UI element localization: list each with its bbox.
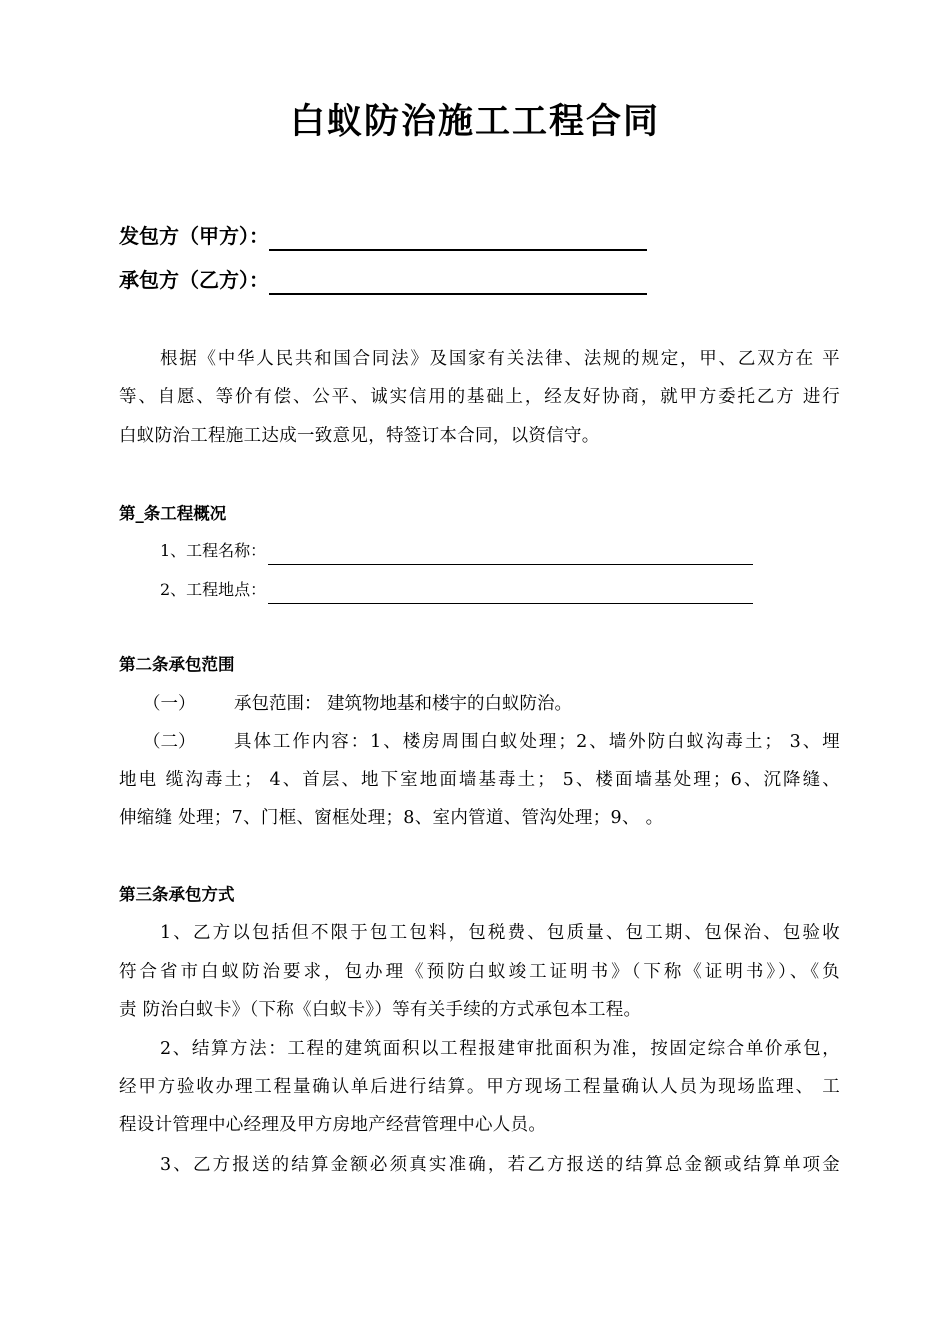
method-p1-line-1: 1、乙方以包括但不限于包工包料，包税费、包质量、包工期、包保治、包验收	[160, 923, 840, 943]
project-name-field	[160, 537, 753, 565]
party-b-label: 承包方（乙方）：	[119, 268, 269, 292]
scope-item-2-line-2: 地电 缆沟毒土； 4、首层、地下室地面墙基毒土； 5、楼面墙基处理；6、沉降缝、	[119, 770, 840, 790]
section-1-heading: 第_条工程概况	[119, 504, 227, 523]
preamble-line-3: 白蚁防治工程施工达成一致意见，特签订本合同，以资信守。	[119, 426, 600, 446]
method-p2-line-3: 程设计管理中心经理及甲方房地产经营管理中心人员。	[119, 1115, 547, 1135]
scope-item-1-number: （一）	[143, 694, 196, 714]
preamble-line-2: 等、自愿、等价有偿、公平、诚实信用的基础上，经友好协商，就甲方委托乙方 进行	[119, 387, 840, 407]
preamble-line-1: 根据《中华人民共和国合同法》及国家有关法律、法规的规定，甲、乙双方在 平	[160, 349, 840, 369]
method-p1-line-2: 符合省市白蚁防治要求，包办理《预防白蚁竣工证明书》（下称《证明书》）、《负	[119, 962, 840, 982]
party-a-blank-line	[269, 221, 647, 251]
scope-item-1-text: 承包范围： 建筑物地基和楼宇的白蚁防治。	[234, 694, 573, 714]
method-p2-line-2: 经甲方验收办理工程量确认单后进行结算。甲方现场工程量确认人员为现场监理、 工	[119, 1077, 840, 1097]
project-location-label: 2、工程地点：	[160, 580, 267, 599]
party-b-row	[119, 265, 647, 295]
project-location-field	[160, 576, 753, 604]
scope-item-2-line-3: 伸缩缝 处理；7、门框、窗框处理；8、室内管道、管沟处理；9、 。	[119, 808, 664, 828]
project-name-label: 1、工程名称：	[160, 541, 267, 560]
project-location-blank-line	[268, 583, 753, 604]
party-b-blank-line	[269, 265, 647, 295]
method-p3-line-1: 3、乙方报送的结算金额必须真实准确，若乙方报送的结算总金额或结算单项金	[160, 1155, 840, 1175]
scope-item-2-line-1: 具体工作内容：1、楼房周围白蚁处理；2、墙外防白蚁沟毒土； 3、埋	[234, 732, 840, 752]
section-2-heading: 第二条承包范围	[119, 655, 235, 674]
document-title: 白蚁防治施工工程合同	[289, 102, 660, 142]
method-p2-line-1: 2、结算方法：工程的建筑面积以工程报建审批面积为准，按固定综合单价承包，	[160, 1039, 840, 1059]
party-a-row	[119, 221, 647, 251]
party-a-label: 发包方（甲方）：	[119, 224, 269, 248]
project-name-blank-line	[268, 544, 753, 565]
section-3-heading: 第三条承包方式	[119, 885, 235, 904]
scope-item-2-number: （二）	[143, 732, 196, 752]
method-p1-line-3: 责 防治白蚁卡》（下称《白蚁卡》）等有关手续的方式承包本工程。	[119, 1000, 642, 1020]
